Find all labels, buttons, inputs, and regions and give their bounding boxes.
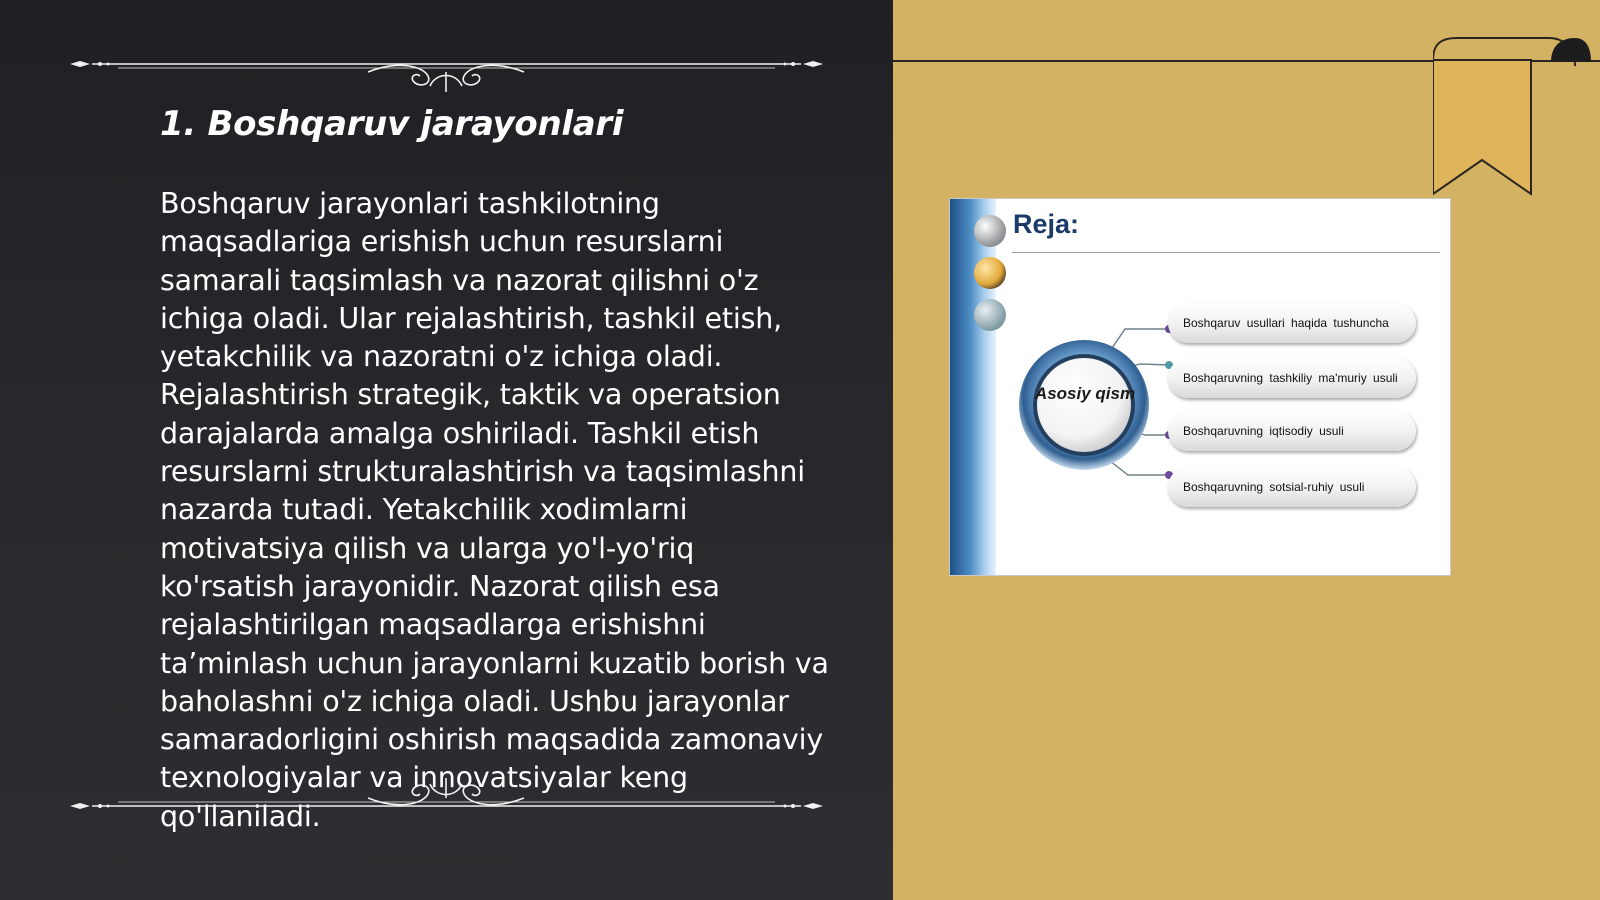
card-title: Reja:	[1013, 209, 1080, 239]
plan-image-card	[950, 199, 1450, 575]
top-flourish-icon	[68, 42, 825, 92]
plan-item: Boshqaruvning tashkiliy ma'muriy usuli	[1168, 358, 1416, 398]
plan-item: Boshqaruvning sotsial-ruhiy usuli	[1168, 467, 1416, 507]
hub-label: Asosiy qism	[1034, 384, 1136, 403]
bottom-flourish-icon	[68, 778, 825, 828]
plan-item: Boshqaruvning iqtisodiy usuli	[1168, 411, 1416, 451]
slide-body-text: Boshqaruv jarayonlari tashkilotning maqsadlariga erishish uchun resurslarni samarali taqsimlash va nazorat qilishni o'z ichiga oladi. Ular rejalashtirish, tashkil etish, yetakchilik va nazoratni o'z ichiga oladi. Rejalashtirish strategik, taktik va operatsion darajalarda amalga oshiriladi. Tashkil etish resurslarni strukturalashtirish va taqsimlashni nazarda tutadi. Yetakchilik xodimlarni motivatsiya qilish va ularga yo'l-yo'riq ko'rsatish jarayonidir. Nazorat qilish esa rejalashtirilgan maqsadlarga erishishni ta’minlash uchun jarayonlarni kuzatib borish va baholashni o'z ichiga oladi. Ushbu jarayonlar samaradorligini oshirish maqsadida zamonaviy texnologiyalar va innovatsiyalar keng qo'llaniladi.	[160, 187, 829, 833]
slide-title: 1. Boshqaruv jarayonlari	[160, 104, 624, 144]
bookmark-ribbon-icon	[1433, 36, 1593, 201]
plan-item: Boshqaruv usullari haqida tushuncha	[1168, 303, 1416, 343]
